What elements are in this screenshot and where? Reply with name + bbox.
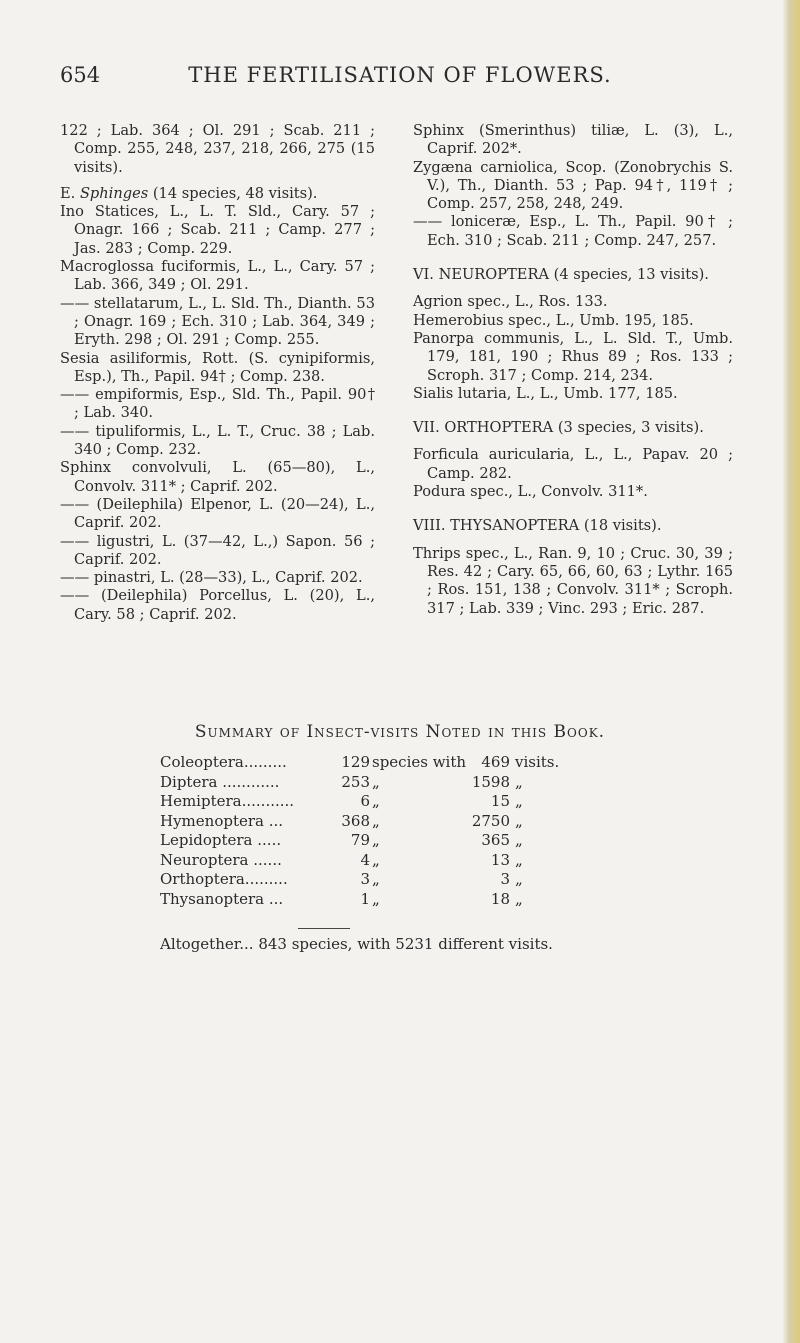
summary-species-count: 79	[350, 831, 370, 849]
subsection-heading	[60, 185, 375, 203]
index-entry: Forficula auricularia, L., L., Papav. 20 ; Camp. 282.	[413, 446, 733, 482]
running-title: THE FERTILISATION OF FLOWERS.	[188, 63, 612, 87]
index-entry: 122 ; Lab. 364 ; Ol. 291 ; Scab. 211 ; Comp. 255, 248, 237, 218, 266, 275 (15 visits).	[60, 122, 375, 176]
summary-row	[160, 792, 700, 812]
summary-visit-count: 18	[490, 889, 510, 908]
summary-order: Neuroptera ......	[160, 850, 282, 869]
index-entry: —— stellatarum, L., L. Sld. Th., Dianth. 53 ; Onagr. 169 ; Ech. 310 ; Lab. 364, 349 ; Eryth. 298 ; Ol. 291 ; Comp. 255.	[60, 294, 375, 349]
index-entry: —— ligustri, L. (37—42, L.,) Sapon. 56 ; Caprif. 202.	[60, 532, 375, 568]
summary-row	[160, 773, 700, 793]
summary-connector: „	[372, 889, 380, 908]
summary-order: Hemiptera...........	[160, 792, 295, 810]
summary-connector: „	[372, 811, 380, 830]
summary-species-count: 253	[341, 772, 370, 791]
summary-visit-count: 1598	[471, 772, 510, 791]
heading-suffix: (14 species, 48 visits).	[148, 184, 318, 202]
index-entry: —— (Deilephila) Elpenor, L. (20—24), L., Caprif. 202.	[60, 495, 375, 532]
summary-connector: „	[372, 831, 380, 849]
summary-row	[160, 870, 700, 890]
index-entry: —— (Deilephila) Porcellus, L. (20), L., Cary. 58 ; Caprif. 202.	[60, 587, 375, 623]
summary-visit-count: 469	[481, 753, 510, 771]
summary-connector: „	[372, 792, 380, 810]
summary-visit-count: 2750	[471, 811, 510, 830]
index-entry: Panorpa communis, L., L. Sld. T., Umb. 179, 181, 190 ; Rhus 89 ; Ros. 133 ; Scroph. 317 ; Comp. 214, 234.	[413, 329, 733, 384]
summary-title: Summary of Insect-visits Noted in this Book.	[194, 722, 606, 742]
summary-row	[160, 851, 700, 871]
index-entry: —— empiformis, Esp., Sld. Th., Papil. 90† ; Lab. 340.	[60, 386, 375, 422]
summary-species-count: 4	[360, 850, 370, 869]
summary-order: Coleoptera.........	[160, 753, 287, 771]
summary-species-count: 3	[360, 870, 370, 888]
summary-connector: „	[372, 772, 380, 791]
index-entry: Ino Statices, L., L. T. Sld., Cary. 57 ; Onagr. 166 ; Scab. 211 ; Camp. 277 ; Jas. 283 ; Comp. 229.	[60, 203, 375, 257]
index-entry: —— loniceræ, Esp., L. Th., Papil. 90† ; Ech. 310 ; Scab. 211 ; Comp. 247, 257.	[413, 213, 733, 249]
summary-tail: „	[515, 831, 523, 849]
summary-species-count: 6	[360, 792, 370, 810]
summary-visit-count: 3	[500, 870, 510, 888]
summary-order: Lepidoptera .....	[160, 831, 282, 849]
summary-tail: „	[515, 772, 523, 791]
summary-order: Orthoptera.........	[160, 870, 288, 888]
summary-connector: species with	[372, 753, 467, 771]
index-entry: Macroglossa fuciformis, L., L., Cary. 57 ; Lab. 366, 349 ; Ol. 291.	[60, 258, 375, 294]
index-entry: —— pinastri, L. (28—33), L., Caprif. 202.	[60, 569, 363, 587]
summary-species-count: 129	[341, 753, 370, 771]
index-entry: Sphinx (Smerinthus) tiliæ, L. (3), L., Caprif. 202*.	[413, 122, 733, 158]
summary-tail: „	[515, 870, 523, 888]
summary-total: Altogether... 843 species, with 5231 different visits.	[160, 935, 553, 953]
summary-species-count: 1	[360, 889, 370, 908]
summary-tail: visits.	[515, 753, 560, 771]
summary-connector: „	[372, 870, 380, 888]
right-column	[413, 122, 733, 618]
heading-italic: Sphinges	[79, 184, 149, 202]
index-entry: Zygæna carniolica, Scop. (Zonobrychis S. V.), Th., Dianth. 53 ; Pap. 94†, 119† ; Comp. 257, 258, 248, 249.	[413, 158, 733, 213]
summary-tail: „	[515, 792, 523, 810]
section-heading: VI. NEUROPTERA (4 species, 13 visits).	[413, 266, 709, 284]
summary-connector: „	[372, 850, 380, 869]
summary-row	[160, 831, 700, 851]
summary-tail: „	[515, 811, 523, 830]
page-header	[60, 63, 740, 93]
summary-species-count: 368	[341, 811, 370, 830]
page-number: 654	[60, 63, 101, 87]
summary-visit-count: 13	[490, 850, 510, 869]
summary-row	[160, 753, 700, 773]
index-entry: Sialis lutaria, L., L., Umb. 177, 185.	[413, 384, 678, 402]
summary-row	[160, 812, 700, 832]
index-entry: Sphinx convolvuli, L. (65—80), L., Convolv. 311* ; Caprif. 202.	[60, 459, 375, 495]
summary-order: Diptera ............	[160, 772, 280, 791]
section-heading: VII. ORTHOPTERA (3 species, 3 visits).	[413, 419, 704, 437]
summary-order: Hymenoptera ...	[160, 811, 284, 830]
summary-tail: „	[515, 850, 523, 869]
left-column	[60, 122, 375, 624]
summary-order: Thysanoptera ...	[160, 889, 284, 908]
index-entry: Agrion spec., L., Ros. 133.	[413, 293, 608, 311]
index-entry: Sesia asiliformis, Rott. (S. cynipiformis, Esp.), Th., Papil. 94† ; Comp. 238.	[60, 349, 375, 385]
summary-row	[160, 890, 700, 910]
page-edge	[782, 0, 800, 1343]
index-entry: Hemerobius spec., L., Umb. 195, 185.	[413, 311, 694, 329]
heading-prefix: E.	[60, 184, 80, 202]
summary-tail: „	[515, 889, 523, 908]
index-entry: Thrips spec., L., Ran. 9, 10 ; Cruc. 30, 39 ; Res. 42 ; Cary. 65, 66, 60, 63 ; Lythr. 165 ; Ros. 151, 138 ; Convolv. 311* ; Scroph. 317 ; Lab. 339 ; Vinc. 293 ; Eric. 287.	[413, 544, 733, 617]
summary-visit-count: 365	[481, 831, 510, 849]
summary-rule	[298, 928, 350, 929]
section-heading: VIII. THYSANOPTERA (18 visits).	[413, 517, 662, 535]
summary-visit-count: 15	[490, 792, 510, 810]
index-entry: —— tipuliformis, L., L. T., Cruc. 38 ; Lab. 340 ; Comp. 232.	[60, 422, 375, 459]
index-entry: Podura spec., L., Convolv. 311*.	[413, 483, 648, 501]
summary-table	[160, 753, 700, 909]
